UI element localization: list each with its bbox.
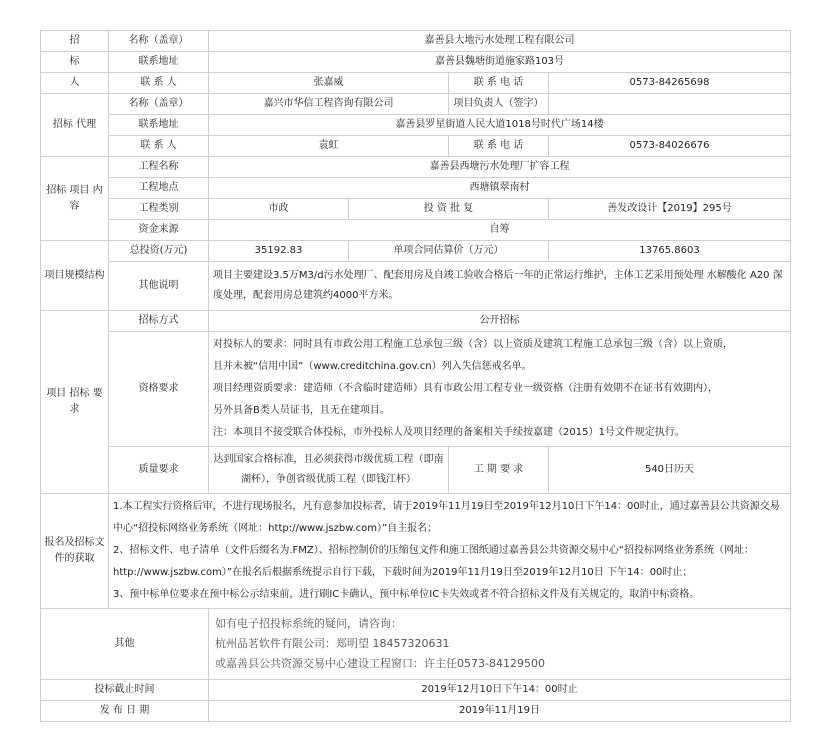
baoming-line-1: 1.本工程实行资格后审，不进行现场报名，凡有意参加投标者，请于2019年11月19日至2019年12月10日下午14：00时止，通过嘉善县公共资源交易中心“招投标网络业务系统（网址：http://www.jszbw.com）”自主报名； [113, 501, 780, 534]
daili-pm-label: 项目负责人（签字） [449, 94, 549, 115]
zhaobiao-phone-label: 联 系 电 话 [449, 73, 549, 94]
zhaobiao-phone-value: 0573-84265698 [549, 73, 791, 94]
yaoqiu-head: 项目 招标 要求 [41, 311, 109, 494]
total-value: 35192.83 [209, 241, 349, 262]
baoming-content [109, 494, 791, 609]
qita-line-3: 或嘉善县公共资源交易中心建设工程窗口：许主任0573-84129500 [215, 657, 545, 670]
quality-label: 质量要求 [109, 447, 209, 494]
fund-label: 资金来源 [109, 220, 209, 241]
deadline-label: 投标截止时间 [41, 680, 209, 701]
type-label: 工程类别 [109, 199, 209, 220]
daili-phone-label: 联 系 电 话 [449, 136, 549, 157]
budget-value: 13765.8603 [549, 241, 791, 262]
qita-head: 其他 [41, 609, 209, 680]
zhaobiao-contact-value: 张嘉威 [209, 73, 449, 94]
qual-value [209, 332, 791, 447]
zhaobiao-addr-value: 嘉善县魏塘街道施家路103号 [209, 52, 791, 73]
daili-name-label: 名称（盖章） [109, 94, 209, 115]
quality-value: 达到国家合格标准，且必须获得市级优质工程（即南湖杯），争创省级优质工程（即钱江杯） [209, 447, 449, 494]
zhaobiao-head-3: 人 [41, 73, 109, 94]
baoming-line-3: 3、预中标单位要求在预中标公示结束前，进行刷IC卡确认，预中标单位IC卡失效或者不符合招标文件及有关规定的，取消中标资格。 [113, 589, 700, 600]
qual-line-1: 对投标人的要求：同时具有市政公用工程施工总承包三级（含）以上资质及建筑工程施工总承包三级（含）以上资质， [213, 339, 733, 350]
daili-addr-label: 联系地址 [109, 115, 209, 136]
qual-line-5: 注：本项目不接受联合体投标，市外投标人及项目经理的备案相关手续按嘉建（2015）1号文件规定执行。 [213, 427, 685, 438]
daili-pm-value [549, 94, 791, 115]
daili-head: 招标 代理 [41, 94, 109, 157]
qual-label: 资格要求 [109, 332, 209, 447]
baoming-line-2: 2、招标文件、电子清单（文件后缀名为.FMZ）、招标控制价的压缩包文件和施工图纸通过嘉善县公共资源交易中心“招投标网络业务系统（网址：http://www.jszbw.com）”在报名后根据系统提示自行下载，下载时间为2019年11月19日至2019年12月10日 下午14：00时止； [113, 545, 754, 578]
budget-label: 单项合同估算价（万元） [349, 241, 549, 262]
xiangmu-head: 招标 项目 内容 [41, 157, 109, 241]
approval-value: 善发改设计【2019】295号 [549, 199, 791, 220]
period-value: 540日历天 [549, 447, 791, 494]
daili-addr-value: 嘉善县罗星街道人民大道1018号时代广场14楼 [209, 115, 791, 136]
tender-announcement-table [40, 30, 791, 722]
zhaobiao-head-1: 招 [41, 31, 109, 52]
gcname-label: 工程名称 [109, 157, 209, 178]
daili-contact-label: 联 系 人 [109, 136, 209, 157]
daili-phone-value: 0573-84026676 [549, 136, 791, 157]
desc-value: 项目主要建设3.5万M3/d污水处理厂、配套用房及自竣工验收合格后一年的正常运行维护，主体工艺采用预处理 水解酸化 A20 深度处理，配套用房总建筑约4000平方米。 [209, 262, 791, 311]
baoming-head: 报名及招标文件的获取 [41, 494, 109, 609]
site-value: 西塘镇翠南村 [209, 178, 791, 199]
gcname-value: 嘉善县西塘污水处理厂扩容工程 [209, 157, 791, 178]
publish-value: 2019年11月19日 [209, 701, 791, 722]
total-label: 总投资(万元) [109, 241, 209, 262]
qita-line-2: 杭州品茗软件有限公司：郑明望 18457320631 [215, 637, 450, 650]
zhaobiao-contact-label: 联 系 人 [109, 73, 209, 94]
deadline-value: 2019年12月10日下午14：00时止 [209, 680, 791, 701]
qual-line-3: 项目经理资质要求：建造师（不含临时建造师）具有市政公用工程专业一级资格（注册有效期不在证书有效期内）， [213, 383, 718, 394]
type-value: 市政 [209, 199, 349, 220]
fund-value: 自筹 [209, 220, 791, 241]
method-value: 公开招标 [209, 311, 791, 332]
zhaobiao-addr-label: 联系地址 [109, 52, 209, 73]
desc-label: 其他说明 [109, 262, 209, 311]
period-label: 工 期 要 求 [449, 447, 549, 494]
qita-content [209, 609, 791, 680]
zhaobiao-name-label: 名称（盖章） [109, 31, 209, 52]
approval-label: 投 资 批 复 [349, 199, 549, 220]
daili-name-value: 嘉兴市华信工程咨询有限公司 [209, 94, 449, 115]
site-label: 工程地点 [109, 178, 209, 199]
guimo-head: 项目规模结构 [41, 241, 109, 311]
zhaobiao-name-value: 嘉善县大地污水处理工程有限公司 [209, 31, 791, 52]
qita-line-1: 如有电子招投标系统的疑问，请咨询： [215, 617, 402, 630]
method-label: 招标方式 [109, 311, 209, 332]
qual-line-2: 且并未被“信用中国”（www.creditchina.gov.cn）列入失信惩戒名单。 [213, 361, 532, 372]
qual-line-4: 另外具备B类人员证书，且无在建项目。 [213, 405, 390, 416]
zhaobiao-head-2: 标 [41, 52, 109, 73]
daili-contact-value: 袁虹 [209, 136, 449, 157]
publish-label: 发 布 日 期 [41, 701, 209, 722]
